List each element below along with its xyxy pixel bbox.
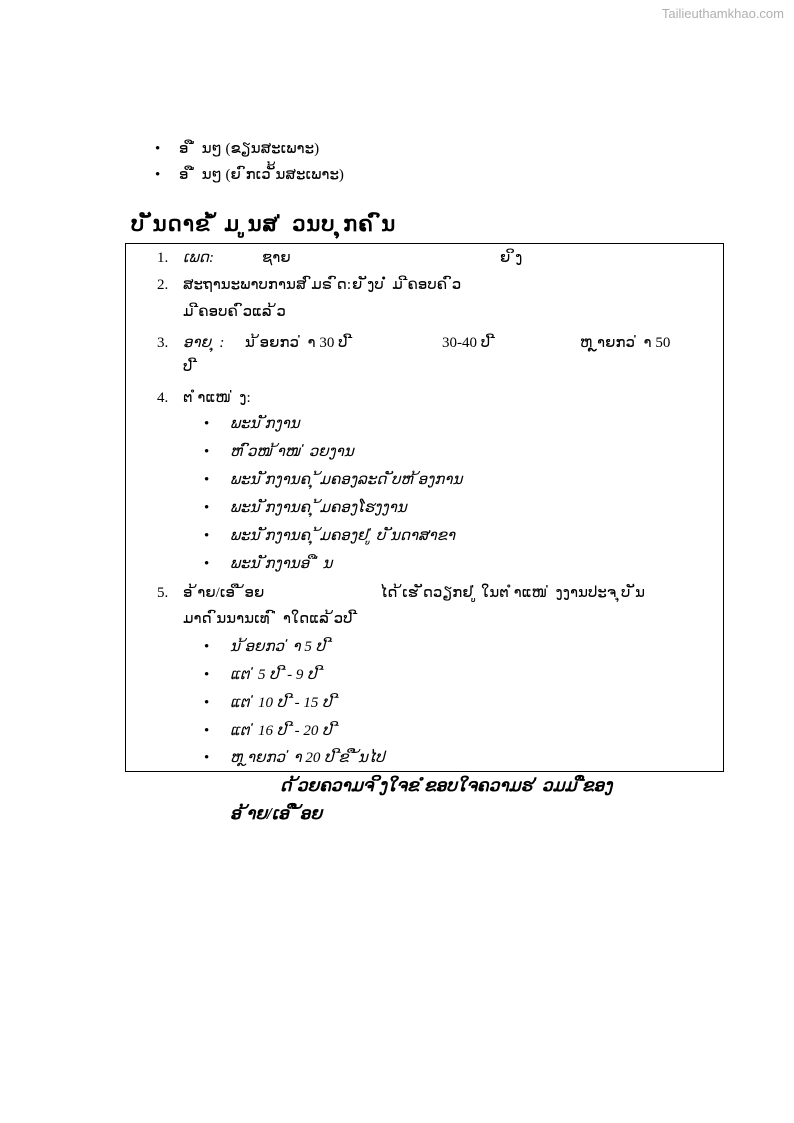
list-item: • ອ ື ່ ນໆ (ຂຽນສະເພາະ) — [155, 136, 344, 162]
thank-you-addressee: ອ ້າຍ/ເອ ື ້ອຍ — [230, 804, 323, 823]
option-age-30-40[interactable]: 30-40 ປ ີ — [442, 335, 495, 351]
position-option[interactable]: • ພະນ ັກງານ — [230, 411, 300, 438]
tenure-option[interactable]: • ແຕ ່ 5 ປ ີ - 9 ປ ີ — [230, 662, 321, 689]
question-4 — [157, 385, 251, 412]
question-5 — [157, 580, 264, 607]
list-item: • ອ ື ່ ນໆ (ຍ ົກເວ ັ້ນສະເພາະ) — [155, 162, 344, 188]
position-option[interactable]: • ພະນ ັກງານຄ ຸ ້ມຄອງຢ ູ່ ບ ັນດາສາຂາ — [230, 523, 455, 550]
tenure-option[interactable]: • ຫ ຼາຍກວ ່ າ 20 ປ ີຂ ື ້ນໄປ — [230, 745, 385, 772]
option-age-over-50-cont: ປ ີ — [183, 359, 198, 375]
thank-you-line: ດ ້ວຍຄວາມຈ ິງໃຈຂ ໍຂອບໃຈຄວາມຮ ່ ວມມ ືຂອງ — [280, 776, 613, 795]
question-label: ຕ ໍາແໜ ່ ງ: — [183, 390, 251, 406]
question-label: ສະຖານະພາບການສ ົມຣ ົດ: — [183, 277, 352, 293]
question-number: 5. — [157, 585, 169, 601]
section-title: ບ ັນດາຂ ໍ້ ມ ູນສ ່ ວນບ ຸກຄ ົນ — [131, 212, 397, 236]
position-option[interactable]: • ພະນ ັກງານອ ື ່ ນ — [230, 551, 332, 578]
question-label: ເພດ: — [183, 250, 214, 266]
top-option-list — [155, 136, 344, 188]
question-number: 1. — [157, 250, 169, 266]
question-label: ອ ້າຍ/ເອ ື ້ອຍ — [183, 585, 265, 601]
question-number: 2. — [157, 277, 169, 293]
position-option[interactable]: • ພະນ ັກງານຄ ຸ ້ມຄອງໂຮງງານ — [230, 495, 407, 522]
question-5-text-cont: ມາດ ົນນານເທ ົ ່ າໃດແລ ້ວປ ີ — [183, 611, 358, 627]
question-1 — [157, 245, 214, 272]
option-female[interactable]: ຍ ິງ — [500, 250, 523, 266]
option-age-under-30[interactable]: ນ ້ອຍກວ ່ າ 30 ປ ີ — [245, 335, 353, 351]
option-single[interactable]: ຍ ັງບ ໍ່ ມ ີຄອບຄ ົວ — [352, 277, 462, 293]
question-label: ອາຍ ຸ : — [183, 335, 225, 351]
option-male[interactable]: ຊາຍ — [262, 250, 291, 266]
watermark: Tailieuthamkhao.com — [661, 6, 784, 21]
question-5-text: ໄດ ້ເຮ ັດວຽກຢ ູ່ ໃນຕ ໍາແໜ ່ ງງານປະຈ ຸບ ັນ — [380, 585, 646, 601]
tenure-option[interactable]: • ແຕ ່ 10 ປ ີ - 15 ປ ີ — [230, 690, 336, 717]
tenure-option[interactable]: • ແຕ ່ 16 ປ ີ - 20 ປ ີ — [230, 718, 336, 745]
question-number: 3. — [157, 335, 169, 351]
question-number: 4. — [157, 390, 169, 406]
tenure-option[interactable]: • ນ ້ອຍກວ ່ າ 5 ປ ີ — [230, 634, 330, 661]
position-option[interactable]: • ພະນ ັກງານຄ ຸ ້ມຄອງລະດ ັບຫ ້ອງການ — [230, 467, 462, 494]
option-married[interactable]: ມ ີຄອບຄ ົວແລ ້ວ — [183, 304, 286, 320]
position-option[interactable]: • ຫ ົວໜ ້າໜ ່ ວຍງານ — [230, 439, 354, 466]
question-3 — [157, 330, 224, 357]
question-2 — [157, 272, 351, 299]
option-age-over-50[interactable]: ຫ ຼາຍກວ ່ າ 50 — [580, 335, 671, 351]
